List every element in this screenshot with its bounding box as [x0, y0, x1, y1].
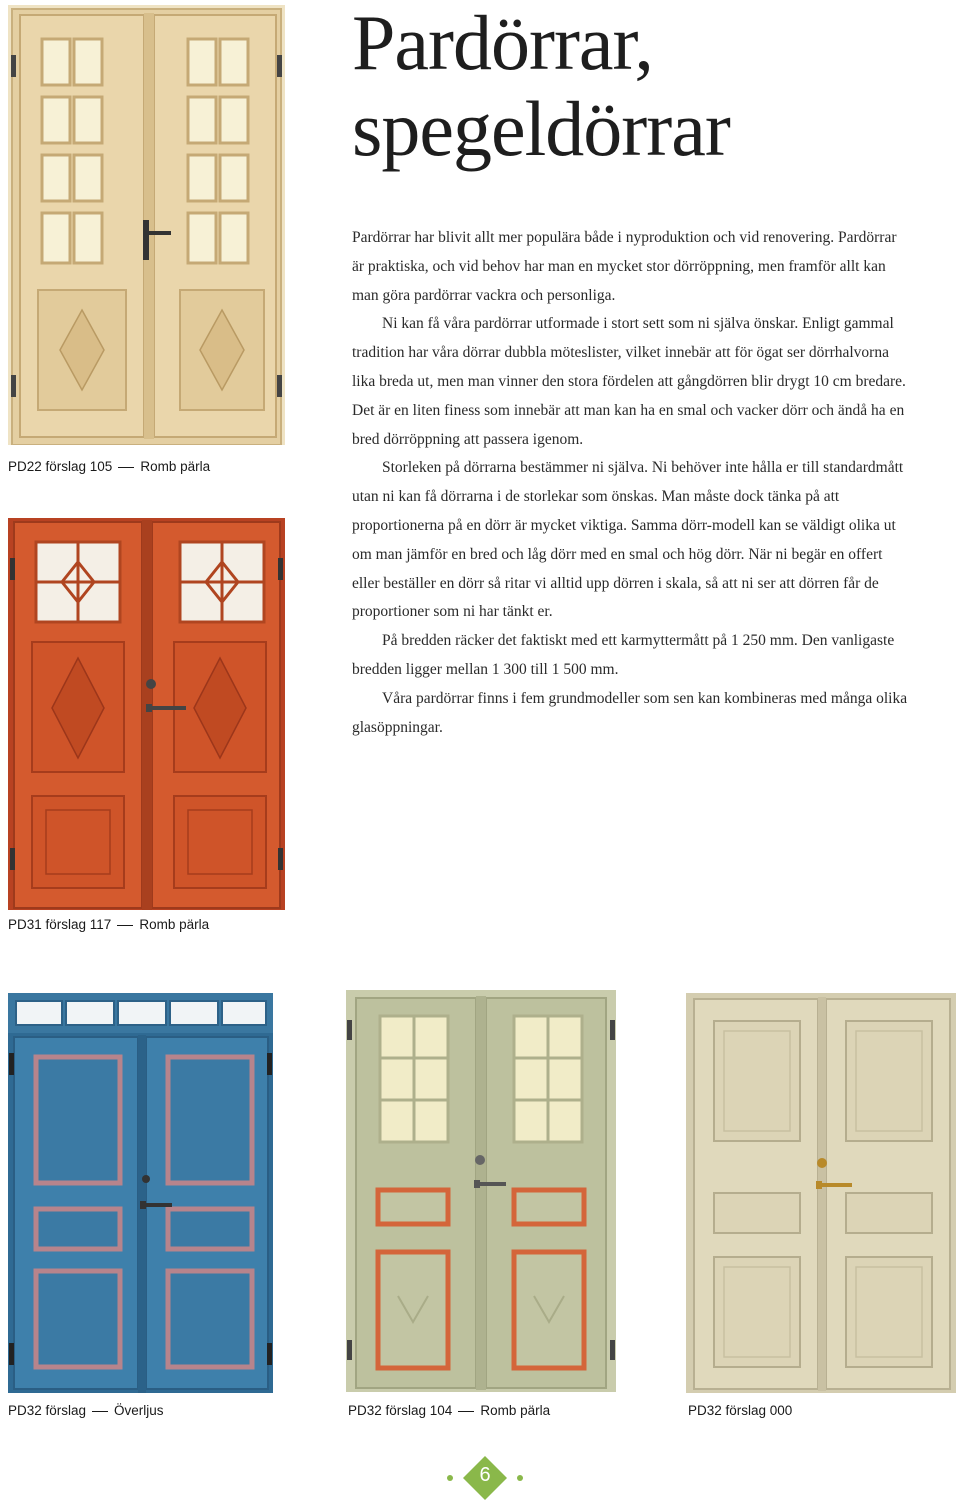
caption-pd32-overljus — [8, 1403, 164, 1418]
paragraph-size: Storleken på dörrarna bestämmer ni själva. Ni behöver inte hålla er till standardmått utan ni kan få dörrarna i de storlekar som önskas. Man måste dock tänka på att proportionerna på en dörr är mycket viktiga. Samma dörr-modell kan se väldigt olika ut om man jämför en bred och låg dörr med en smal och hög dörr. När ni begär en offert eller beställer en dörr så ritar vi alltid upp dörren i skala, så att ni ser att dörren får de proportioner som ni har tänkt er. — [352, 459, 904, 621]
page-number-badge — [445, 1450, 525, 1510]
caption-model: PD32 förslag 000 — [688, 1403, 793, 1418]
page-number: 6 — [479, 1464, 491, 1486]
caption-pd32-000 — [688, 1403, 792, 1418]
dash-separator — [118, 467, 134, 468]
caption-pd31 — [8, 917, 209, 932]
paragraph-intro: Pardörrar har blivit allt mer populära både i nyproduktion och vid renovering. Pardörrar är praktiska, och vid behov har man en mycket stor dörröppning, men framför allt kan man göra pardörrar vackra och personliga. — [352, 229, 897, 304]
door-photo-pd22 — [8, 5, 285, 445]
paragraph-width: På bredden räcker det faktiskt med ett karmyttermått på 1 250 mm. Den vanligaste bredden ligger mellan 1 300 till 1 500 mm. — [352, 632, 895, 678]
dash-separator — [92, 1411, 108, 1412]
door-photo-pd32-104 — [346, 990, 616, 1392]
caption-model: PD31 förslag 117 — [8, 917, 112, 932]
caption-model: PD32 förslag — [8, 1403, 87, 1418]
caption-variant: Romb pärla — [480, 1403, 551, 1418]
dash-separator — [117, 925, 133, 926]
caption-model: PD22 förslag 105 — [8, 459, 113, 474]
body-text — [352, 224, 912, 742]
caption-variant: Romb pärla — [140, 459, 211, 474]
dash-separator — [458, 1411, 474, 1412]
caption-variant: Överljus — [114, 1403, 164, 1418]
page-title — [352, 0, 730, 172]
title-line-1: Pardörrar, — [352, 0, 653, 86]
caption-pd22 — [8, 459, 210, 474]
caption-variant: Romb pärla — [139, 917, 210, 932]
door-photo-pd32-overljus — [8, 993, 273, 1393]
caption-model: PD32 förslag 104 — [348, 1403, 453, 1418]
title-line-2: spegeldörrar — [352, 85, 730, 172]
door-photo-pd31 — [8, 518, 285, 910]
paragraph-design: Ni kan få våra pardörrar utformade i stort sett som ni själva önskar. Enligt gammal tradition har våra dörrar dubbla möteslister, vilket innebär att för ögat ser dörrhalvorna lika breda ut, men man vinner den stora fördelen att gångdörren blir drygt 10 cm bredare. Det är en liten finess som innebär att man kan ha en smal och vacker dörr och ändå ha en bred dörröppning att passera igenom. — [352, 315, 906, 448]
caption-pd32-104 — [348, 1403, 550, 1418]
door-photo-pd32-000 — [686, 993, 956, 1393]
paragraph-models: Våra pardörrar finns i fem grundmodeller som sen kan kombineras med många olika glasöppningar. — [352, 689, 908, 736]
